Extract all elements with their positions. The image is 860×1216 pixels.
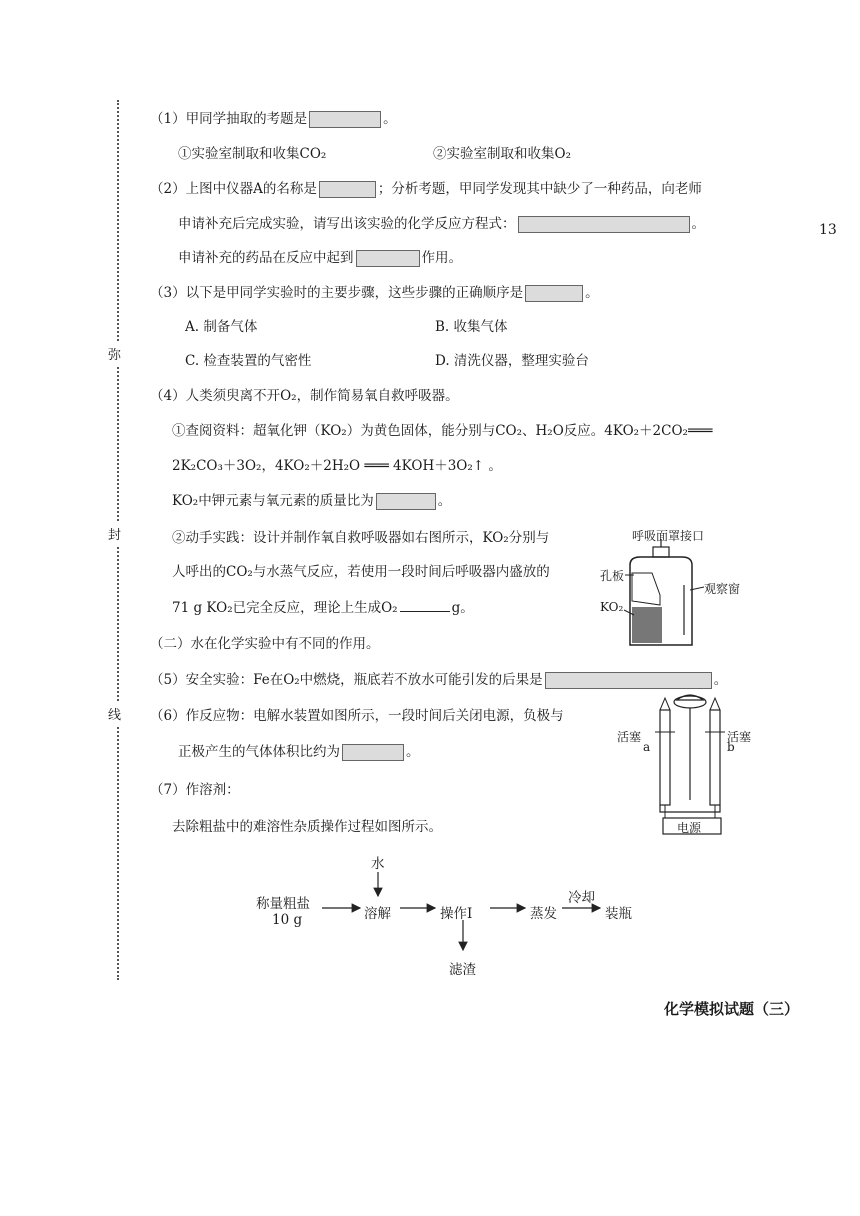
flow-residue: 滤渣 xyxy=(449,962,476,978)
q3-text: （3）以下是甲同学实验时的主要步骤，这些步骤的正确顺序是 xyxy=(150,285,524,301)
q4-line-2: 2K₂CO₃＋3O₂，4KO₂＋2H₂O ═══ 4KOH＋3O₂↑ 。 xyxy=(172,458,502,474)
label-mask-connector: 呼吸面罩接口 xyxy=(632,529,705,543)
q1-option-2: ②实验室制取和收集O₂ xyxy=(433,146,571,162)
q3-end: 。 xyxy=(585,285,599,301)
flow-evaporate: 蒸发 xyxy=(530,906,557,922)
q2-text-1b: ；分析考题，甲同学发现其中缺少了一种药品，向老师 xyxy=(377,181,702,197)
q1-option-1: ①实验室制取和收集CO₂ xyxy=(178,146,327,162)
respirator-figure xyxy=(600,525,770,655)
q1-line xyxy=(150,107,397,128)
flow-water: 水 xyxy=(371,856,385,872)
q4-text-3b: 。 xyxy=(437,493,452,509)
label-ko2: KO₂ xyxy=(600,600,624,614)
q4-mass-ratio-blank[interactable] xyxy=(376,493,436,510)
q4-line-4: ②动手实践：设计并制作氧自救呼吸器如右图所示，KO₂分别与 xyxy=(172,530,550,546)
q5-end: 。 xyxy=(713,672,728,688)
q5-consequence-blank[interactable] xyxy=(545,672,712,689)
side-label-3: 线 xyxy=(108,702,121,725)
q4-text-6a: 71 g KO₂已完全反应，理论上生成O₂ xyxy=(172,600,398,616)
q3-line xyxy=(150,281,599,302)
label-stopcock-right: 活塞 xyxy=(727,730,752,744)
side-label-1: 弥 xyxy=(108,342,121,365)
label-hole-plate: 孔板 xyxy=(600,569,625,583)
flow-cool: 冷却 xyxy=(568,890,595,906)
q4-line-3 xyxy=(172,489,451,510)
flow-weigh-mass: 10 g xyxy=(272,912,303,928)
q5-text: （5）安全实验：Fe在O₂中燃烧，瓶底若不放水可能引发的后果是 xyxy=(150,672,543,688)
q6-line-1: （6）作反应物：电解水装置如图所示，一段时间后关闭电源，负极与 xyxy=(150,708,564,724)
q7-desc: 去除粗盐中的难溶性杂质操作过程如图所示。 xyxy=(172,819,442,835)
q3-option-a: A. 制备气体 xyxy=(185,319,258,335)
q2-line-1 xyxy=(150,177,702,198)
q4-line-6 xyxy=(172,596,474,616)
q1-text: （1）甲同学抽取的考题是 xyxy=(150,111,308,127)
q2-line-2 xyxy=(178,212,705,233)
q3-option-c: C. 检查装置的气密性 xyxy=(185,353,312,369)
page-number: 13 xyxy=(819,222,837,238)
q6-text-2a: 正极产生的气体体积比约为 xyxy=(178,744,340,760)
q4-oxygen-blank[interactable] xyxy=(400,599,450,612)
q2-text-2b: 。 xyxy=(691,216,705,232)
q2-text-3b: 作用。 xyxy=(421,250,462,266)
q5-line xyxy=(150,668,727,689)
flow-weigh-salt: 称量粗盐 xyxy=(256,896,310,912)
q3-option-d: D. 清洗仪器，整理实验台 xyxy=(435,353,589,369)
label-a: a xyxy=(643,740,651,754)
label-stopcock-left: 活塞 xyxy=(617,730,642,744)
section-2-title: （二）水在化学实验中有不同的作用。 xyxy=(150,636,380,652)
q2-text-2a: 申请补充后完成实验，请写出该实验的化学反应方程式： xyxy=(178,216,516,232)
q4-text-3a: KO₂中钾元素与氧元素的质量比为 xyxy=(172,493,374,509)
q6-volume-ratio-blank[interactable] xyxy=(342,744,404,761)
flow-bottle: 装瓶 xyxy=(605,906,632,922)
q2-text-3a: 申请补充的药品在反应中起到 xyxy=(178,250,354,266)
q6-line-2 xyxy=(178,740,420,761)
q2-role-blank[interactable] xyxy=(356,250,420,267)
q4-line-1: ①查阅资料：超氧化钾（KO₂）为黄色固体，能分别与CO₂、H₂O反应。4KO₂＋2CO₂═══ xyxy=(172,423,713,439)
q2-instrument-blank[interactable] xyxy=(319,181,376,198)
label-observation-window: 观察窗 xyxy=(704,582,741,596)
q2-equation-blank[interactable] xyxy=(518,216,690,233)
q2-line-3 xyxy=(178,246,462,267)
q3-option-b: B. 收集气体 xyxy=(435,319,508,335)
q4-intro: （4）人类须臾离不开O₂，制作简易氧自救呼吸器。 xyxy=(150,388,459,404)
respirator-diagram xyxy=(600,525,770,655)
q1-end: 。 xyxy=(383,111,397,127)
electrolysis-figure xyxy=(615,690,765,835)
q3-order-blank[interactable] xyxy=(525,285,583,302)
label-b: b xyxy=(727,740,735,754)
q4-line-5: 人呼出的CO₂与水蒸气反应，若使用一段时间后呼吸器内盛放的 xyxy=(172,564,550,580)
label-power-supply: 电源 xyxy=(677,821,702,835)
q1-answer-blank[interactable] xyxy=(309,111,381,128)
q2-text-1a: （2）上图中仪器A的名称是 xyxy=(150,181,317,197)
flow-operation-1: 操作Ⅰ xyxy=(440,906,473,922)
electrolysis-diagram xyxy=(615,690,765,835)
footer-title: 化学模拟试题（三） xyxy=(664,1000,800,1018)
salt-purification-flowchart xyxy=(250,850,670,980)
q6-text-2b: 。 xyxy=(406,744,420,760)
q7-title: （7）作溶剂： xyxy=(150,782,240,798)
side-label-2: 封 xyxy=(108,522,121,545)
flow-dissolve: 溶解 xyxy=(364,906,391,922)
q4-text-6b: g。 xyxy=(451,600,474,616)
